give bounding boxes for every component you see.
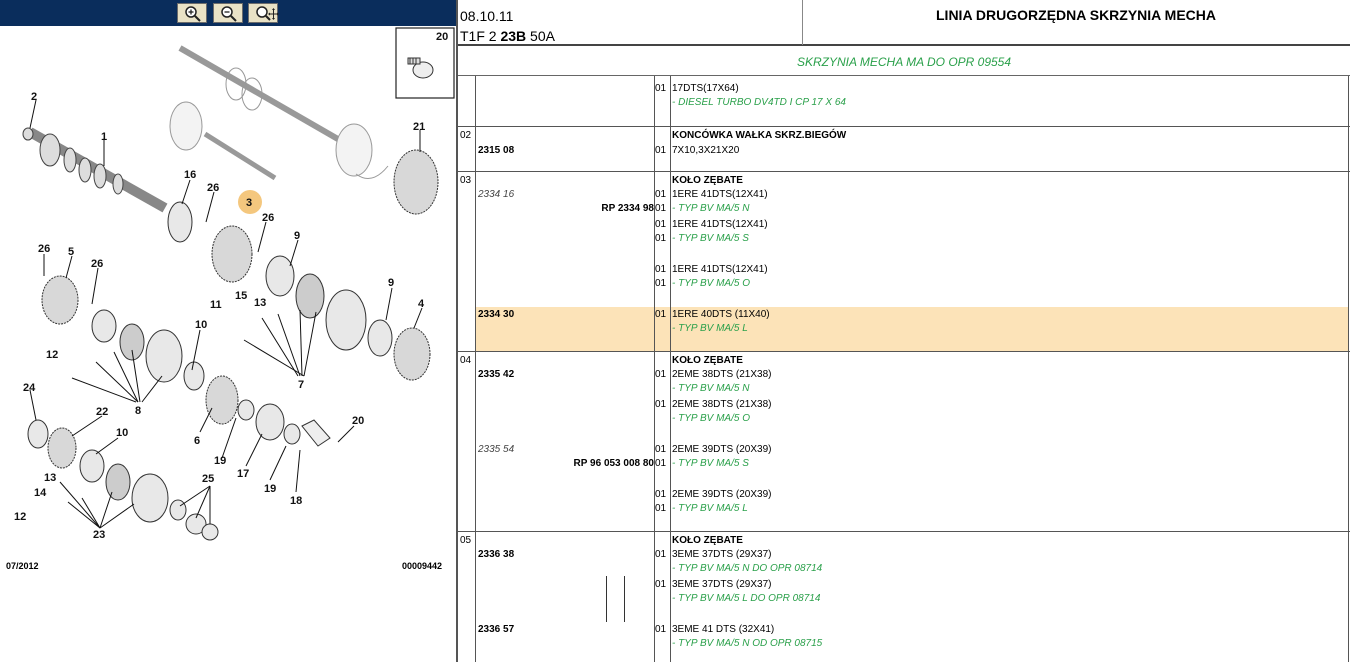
note-cell: - TYP BV MA/5 N	[672, 383, 750, 394]
code-bold: 23B	[500, 28, 527, 44]
part-ref[interactable]: 2336 57	[478, 624, 515, 635]
note-cell: - TYP BV MA/5 S	[672, 458, 749, 469]
rp-ref[interactable]: RP 2334 98	[601, 203, 654, 214]
part-ref[interactable]: 2315 08	[478, 145, 515, 156]
part-label[interactable]: 14	[34, 487, 47, 499]
desc-cell: 2EME 38DTS (21X38)	[672, 369, 772, 380]
gears	[28, 150, 438, 540]
part-label[interactable]: 2	[31, 91, 38, 103]
part-label[interactable]: 19	[264, 483, 277, 495]
qty-cell: 01	[655, 458, 667, 469]
part-label[interactable]: 24	[23, 382, 36, 394]
zoom-fit-button[interactable]	[248, 3, 278, 23]
table-row[interactable]	[458, 172, 1350, 352]
part-label[interactable]: 19	[214, 455, 227, 467]
part-label[interactable]: 17	[237, 468, 250, 480]
part-label[interactable]: 20	[352, 415, 365, 427]
part-label-highlighted[interactable]: 3	[246, 197, 253, 209]
note-cell: - TYP BV MA/5 L DO OPR 08714	[672, 593, 821, 604]
column-divider	[670, 76, 671, 662]
header-code	[460, 28, 555, 44]
qty-cell: 01	[655, 203, 667, 214]
note-cell: - TYP BV MA/5 N DO OPR 08714	[672, 563, 823, 574]
item-title: KOŁO ZĘBATE	[672, 355, 743, 366]
qty-cell: 01	[655, 489, 667, 500]
rule-stub	[606, 576, 607, 622]
qty-cell: 01	[655, 264, 667, 275]
part-ref-selected[interactable]: 2334 30	[478, 309, 515, 320]
part-label[interactable]: 26	[207, 182, 220, 194]
parts-header	[458, 0, 1350, 46]
part-label[interactable]: 25	[202, 473, 215, 485]
part-ref-alt[interactable]: 2335 54	[478, 444, 515, 455]
qty-cell: 01	[655, 83, 667, 94]
desc-cell: 7X10,3X21X20	[672, 145, 740, 156]
note-cell: - TYP BV MA/5 N	[672, 203, 750, 214]
part-label[interactable]: 15	[235, 290, 248, 302]
page-title: LINIA DRUGORZĘDNA SKRZYNIA MECHA	[936, 7, 1216, 23]
desc-cell: 2EME 39DTS (20X39)	[672, 489, 772, 500]
qty-cell: 01	[655, 624, 667, 635]
part-ref[interactable]: 2336 38	[478, 549, 515, 560]
part-label[interactable]: 9	[388, 277, 395, 289]
rp-ref[interactable]: RP 96 053 008 80	[573, 458, 654, 469]
diagram-toolbar	[0, 0, 456, 26]
part-label[interactable]: 11	[210, 299, 222, 311]
qty-cell: 01	[655, 278, 667, 289]
part-label[interactable]: 12	[46, 349, 59, 361]
desc-cell: 3EME 37DTS (29X37)	[672, 549, 772, 560]
part-label[interactable]: 1	[101, 131, 108, 143]
main-shaft	[23, 128, 165, 208]
part-label[interactable]: 8	[135, 405, 142, 417]
part-label[interactable]: 10	[195, 319, 208, 331]
qty-cell: 01	[655, 369, 667, 380]
desc-cell: 2EME 39DTS (20X39)	[672, 444, 772, 455]
desc-cell: 2EME 38DTS (21X38)	[672, 399, 772, 410]
desc-cell: 3EME 37DTS (29X37)	[672, 579, 772, 590]
desc-cell: 1ERE 41DTS(12X41)	[672, 219, 768, 230]
qty-cell: 01	[655, 219, 667, 230]
parts-panel	[458, 0, 1350, 662]
code-suffix: 50A	[526, 28, 555, 44]
qty-cell: 01	[655, 233, 667, 244]
background-shaft	[170, 48, 388, 179]
part-label[interactable]: 26	[91, 258, 104, 270]
diagram-panel	[0, 0, 456, 662]
zoom-out-icon	[220, 6, 238, 22]
diagram-date: 07/2012	[6, 561, 39, 571]
part-label[interactable]: 26	[262, 212, 275, 224]
inset-label: 20	[436, 31, 449, 43]
part-label[interactable]: 18	[290, 495, 303, 507]
desc-cell: 17DTS(17X64)	[672, 83, 739, 94]
rule-stub	[624, 576, 625, 622]
table-row[interactable]	[458, 76, 1350, 127]
part-label[interactable]: 23	[93, 529, 106, 541]
column-divider	[475, 76, 476, 662]
part-label[interactable]: 9	[294, 230, 301, 242]
part-label[interactable]: 10	[116, 427, 129, 439]
note-cell: - TYP BV MA/5 L	[672, 503, 748, 514]
item-number: 02	[460, 130, 472, 141]
qty-cell: 01	[655, 549, 667, 560]
qty-cell: 01	[655, 579, 667, 590]
item-title: KOŁO ZĘBATE	[672, 175, 743, 186]
item-number: 03	[460, 175, 472, 186]
desc-cell: 1ERE 40DTS (11X40)	[672, 309, 770, 320]
part-label[interactable]: 21	[413, 121, 426, 133]
part-label[interactable]: 13	[44, 472, 57, 484]
desc-cell: 1ERE 41DTS(12X41)	[672, 189, 768, 200]
part-ref-alt[interactable]: 2334 16	[478, 189, 515, 200]
qty-cell: 01	[655, 444, 667, 455]
diagram-number: 00009442	[402, 561, 443, 571]
qty-cell: 01	[655, 309, 667, 320]
table-row[interactable]	[458, 352, 1350, 532]
zoom-in-button[interactable]	[177, 3, 207, 23]
note-cell: - TYP BV MA/5 S	[672, 233, 749, 244]
table-row[interactable]	[458, 127, 1350, 172]
note-cell: - TYP BV MA/5 N OD OPR 08715	[672, 638, 823, 649]
part-label[interactable]: 12	[14, 511, 27, 523]
note-cell: - TYP BV MA/5 O	[672, 413, 750, 424]
qty-cell: 01	[655, 503, 667, 514]
desc-cell: 1ERE 41DTS(12X41)	[672, 264, 768, 275]
exploded-parts-diagram	[0, 26, 456, 586]
zoom-in-icon	[184, 6, 202, 22]
part-label[interactable]: 16	[184, 169, 197, 181]
note-cell: - TYP BV MA/5 L	[672, 323, 748, 334]
desc-cell: 3EME 41 DTS (32X41)	[672, 624, 775, 635]
parts-table	[458, 76, 1350, 662]
part-ref[interactable]: 2335 42	[478, 369, 515, 380]
zoom-out-button[interactable]	[213, 3, 243, 23]
zoom-move-icon	[255, 6, 279, 22]
header-date: 08.10.11	[460, 8, 514, 24]
part-label[interactable]: 26	[38, 243, 51, 255]
column-divider	[1348, 76, 1349, 662]
note-cell: - DIESEL TURBO DV4TD I CP 17 X 64	[672, 97, 846, 108]
part-label[interactable]: 13	[254, 297, 267, 309]
section-title: SKRZYNIA MECHA MA DO OPR 09554	[458, 48, 1350, 76]
qty-cell: 01	[655, 145, 667, 156]
part-labels	[14, 31, 448, 541]
item-title: KOŁO ZĘBATE	[672, 535, 743, 546]
part-label[interactable]: 22	[96, 406, 109, 418]
part-label[interactable]: 4	[418, 298, 425, 310]
item-number: 04	[460, 355, 472, 366]
item-title: KONCÓWKA WAŁKA SKRZ.BIEGÓW	[672, 130, 847, 141]
part-label[interactable]: 6	[194, 435, 201, 447]
note-cell: - TYP BV MA/5 O	[672, 278, 750, 289]
item-number: 05	[460, 535, 472, 546]
part-label[interactable]: 5	[68, 246, 75, 258]
part-label[interactable]: 7	[298, 379, 305, 391]
code-prefix: T1F 2	[460, 28, 501, 44]
qty-cell: 01	[655, 399, 667, 410]
qty-cell: 01	[655, 189, 667, 200]
